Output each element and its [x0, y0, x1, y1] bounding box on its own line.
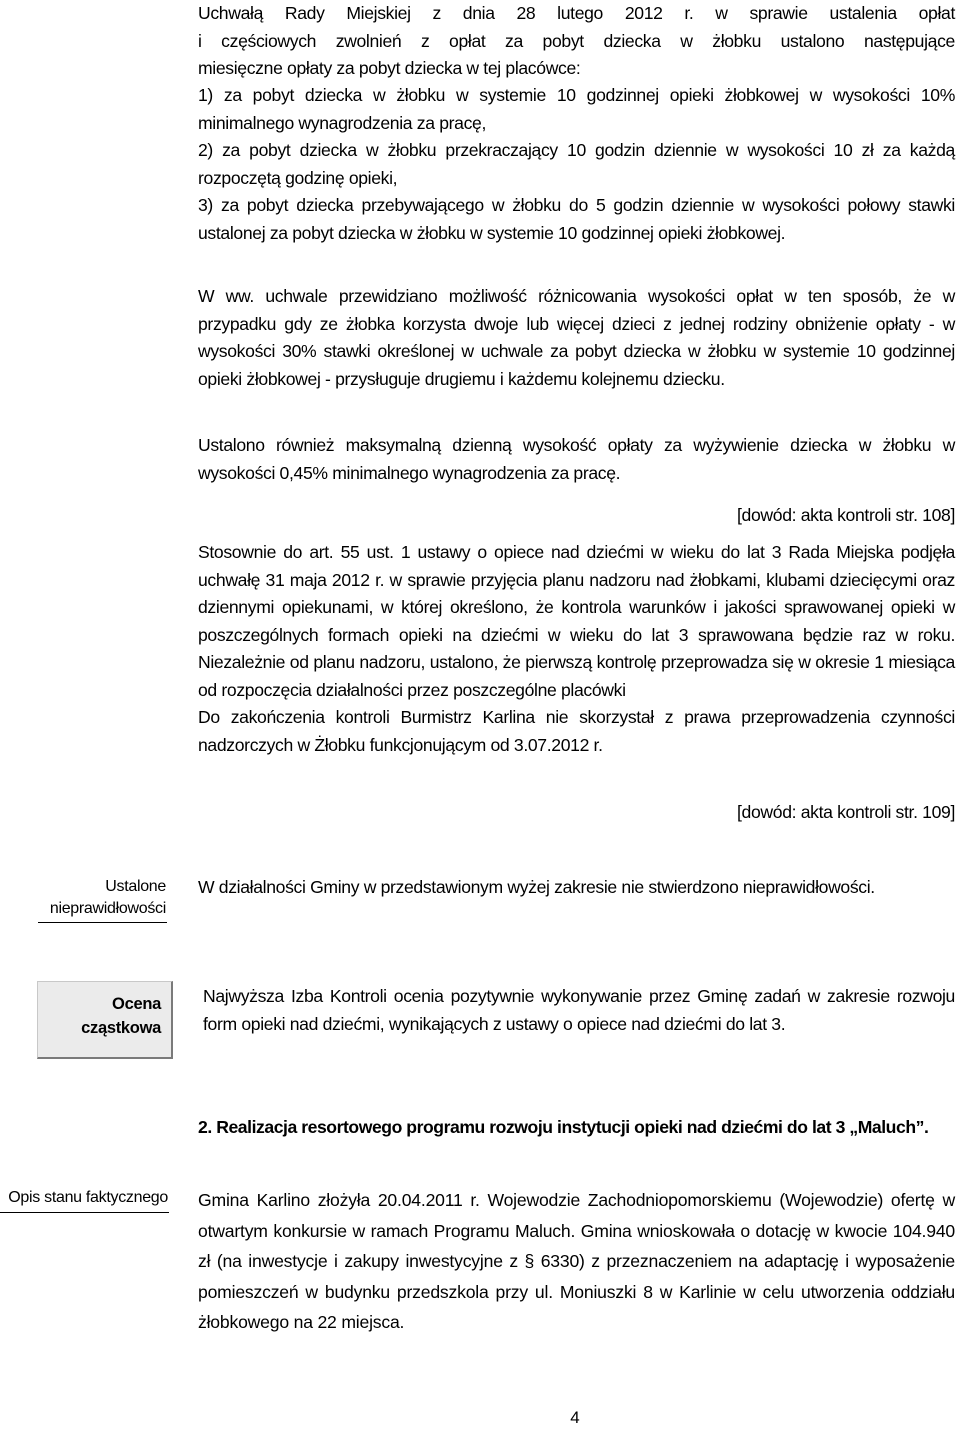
assessment-block [203, 983, 955, 1038]
evidence-block-1 [198, 502, 955, 530]
intro-line-2: i częściowych zwolnień z opłat za pobyt dziecka w żłobku ustalono następujące [198, 30, 955, 51]
irregularities-label-line-2: nieprawidłowości [49, 900, 166, 917]
intro-line-1: Uchwałą Rady Miejskiej z dnia 28 lutego 2012 r. w sprawie ustalenia opłat [198, 3, 955, 23]
facts-block [198, 1185, 955, 1338]
discount-paragraph-block [198, 283, 955, 393]
assessment-label [81, 992, 161, 1040]
fee-list-item-2: 2) za pobyt dziecka w żłobku przekraczający 10 godzin dziennie w wysokości 10 zł za każdą rozpoczętą godzinę opieki, [198, 140, 955, 188]
discount-paragraph: W ww. uchwale przewidziano możliwość różnicowania wysokości opłat w ten sposób, że w przypadku gdy ze żłobka korzysta dwoje lub więcej dzieci z jednej rodziny obniżenie opłaty - w wysokości 30% stawki określonej w uchwale za pobyt dziecka w żłobku w systemie 10 godzinnej opieki żłobkowej - przysługuje drugiemu i każdemu kolejnemu dziecku. [198, 286, 955, 389]
intro-line-3: miesięczne opłaty za pobyt dziecka w tej placówce: [198, 58, 581, 78]
fee-list-item-1: 1) za pobyt dziecka w żłobku w systemie 10 godzinnej opieki żłobkowej w wysokości 10% minimalnego wynagrodzenia za pracę, [198, 85, 955, 133]
evidence-block-2 [198, 799, 955, 827]
assessment-label-line-2: cząstkowa [81, 1019, 161, 1037]
section-heading-block [198, 1114, 955, 1142]
assessment-label-box [37, 981, 173, 1059]
mayor-paragraph: Do zakończenia kontroli Burmistrz Karlina nie skorzystał z prawa przeprowadzenia czynności nadzorczych w Żłobku funkcjonującym od 3.07.2012 r. [198, 707, 955, 755]
facts-label-underline [0, 1212, 169, 1213]
food-paragraph-block [198, 432, 955, 487]
facts-text: Gmina Karlino złożyła 20.04.2011 r. Wojewodzie Zachodniopomorskiemu (Wojewodzie) ofertę w otwartym konkursie w ramach Programu Maluch. Gmina wnioskowała o dotację w kwocie 104.940 zł (na inwestycje i zakupy inwestycyjne z § 6330) z przeznaczeniem na adaptację i wyposażenie pomieszczeń w budynku przedszkola przy ul. Moniuszki 8 w Karlinie w celu utworzenia oddziału żłobkowego na 22 miejsca. [198, 1190, 955, 1332]
assessment-text: Najwyższa Izba Kontroli ocenia pozytywnie wykonywanie przez Gminę zadań w zakresie rozwoju form opieki nad dziećmi, wynikających z ustawy o opiece nad dziećmi do lat 3. [203, 986, 955, 1034]
irregularities-label-underline [38, 922, 167, 923]
irregularities-label [20, 876, 166, 920]
irregularities-text: W działalności Gminy w przedstawionym wyżej zakresie nie stwierdzono nieprawidłowości. [198, 877, 875, 897]
food-paragraph: Ustalono również maksymalną dzienną wysokość opłaty za wyżywienie dziecka w żłobku w wysokości 0,45% minimalnego wynagrodzenia za pracę. [198, 435, 955, 483]
fee-list-item-3: 3) za pobyt dziecka przebywającego w żłobku do 5 godzin dziennie w wysokości połowy stawki ustalonej za pobyt dziecka w żłobku w systemie 10 godzinnej opieki żłobkowej. [198, 195, 955, 243]
irregularities-label-line-1: Ustalone [105, 878, 166, 895]
fee-list [198, 82, 955, 247]
page-number: 4 [570, 1408, 580, 1427]
evidence-reference-108: [dowód: akta kontroli str. 108] [737, 505, 955, 525]
evidence-reference-109: [dowód: akta kontroli str. 109] [737, 802, 955, 822]
section-heading: 2. Realizacja resortowego programu rozwoju instytucji opieki nad dziećmi do lat 3 „Maluch”. [198, 1117, 929, 1137]
assessment-label-line-1: Ocena [112, 995, 161, 1013]
intro-block [198, 0, 955, 83]
supervision-block [198, 539, 955, 759]
facts-label: Opis stanu faktycznego [8, 1189, 168, 1206]
supervision-paragraph: Stosownie do art. 55 ust. 1 ustawy o opiece nad dziećmi w wieku do lat 3 Rada Miejska podjęła uchwałę 31 maja 2012 r. w sprawie przyjęcia planu nadzoru nad żłobkami, klubami dziecięcymi oraz dziennymi opiekunami, w której określono, że kontrola warunków i jakości sprawowanej opieki w poszczególnych formach opieki na dziećmi w wieku do lat 3 sprawowana będzie raz w roku. Niezależnie od planu nadzoru, ustalono, że pierwszą kontrolę przeprowadza się w okresie 1 miesiąca od rozpoczęcia działalności przez poszczególne placówki [198, 542, 955, 700]
irregularities-block [198, 874, 955, 902]
